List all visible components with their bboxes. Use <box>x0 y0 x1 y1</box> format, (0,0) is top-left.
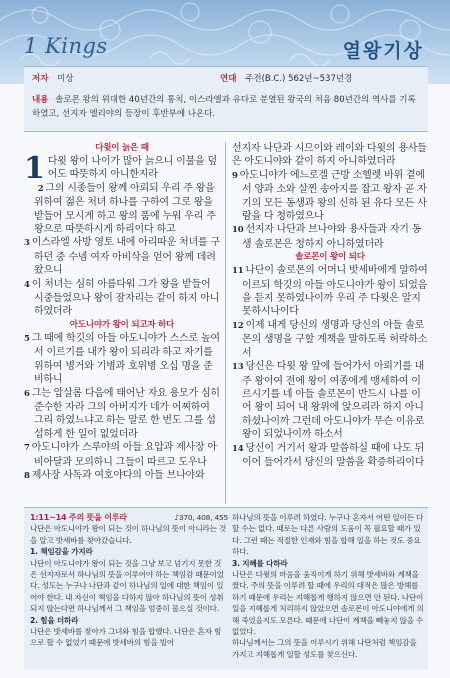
verse-8: 8 제사장 사독과 여호야다의 아들 브나야와 <box>24 469 205 481</box>
verse-4: 4 이 처녀는 심히 아름다워 그가 왕을 받들어 시중들었으나 왕이 잠자리는 같이 하지 아니하였더라 <box>24 278 220 318</box>
music-note-icon: ♪ <box>174 513 179 522</box>
date-label: 연대 <box>220 74 237 84</box>
column-divider <box>225 142 226 504</box>
verse-5: 5 그 때에 학깃의 아들 아도니야가 스스로 높여서 이르기를 내가 왕이 되리라 하고 자기를 위하여 병거와 기병과 호위병 오십 명을 준비하니 <box>24 332 220 386</box>
content-label: 내용 <box>32 95 49 105</box>
note-paragraph: 하나님께서는 그의 뜻을 이루시기 위해 나단처럼 책임감을 가지고 지혜롭게 일할 성도를 찾으신다. <box>232 638 417 659</box>
note-paragraph: 하나님의 뜻을 이루려 하였다. 누구나 혼자서 어떤 일이든 다 할 수는 없다. 때로는 다른 사람의 도움이 꼭 필요할 때가 있다. 그런 때는 적절한 인재와 힘을 합해 일을 하는 것도 중요하다. <box>232 513 424 557</box>
verse-14: 14 당신이 거기서 왕과 말씀하실 때에 나도 뒤이어 들어가서 당신의 말씀을 확증하리이다 <box>232 442 425 468</box>
note-paragraph: 나단은 아도니야가 왕이 되는 것이 하나님의 뜻이 아니라는 것을 알고 밧세바를 찾아갔습니다. <box>30 524 227 545</box>
verse-9: 9 아도니야가 에느로겔 근방 소헬렛 바위 곁에서 양과 소와 살찐 송아지를 잡고 왕자 곧 자기의 모든 동생과 왕의 신하 된 유다 모든 사람을 다 청하였으나 <box>232 169 427 223</box>
note-subheading: 1. 책임감을 가지라 <box>30 547 93 557</box>
verse-10: 10 선지자 나단과 브나야와 용사들과 자기 동생 솔로몬은 청하지 아니하였더라 <box>232 224 422 250</box>
book-title-korean: 열왕기상 <box>342 40 424 62</box>
verse-1: 1 다윗 왕이 나이가 많아 늙으니 이불을 덮어도 따뜻하지 아니한지라 <box>24 151 217 186</box>
verse-6: 6 그는 압살롬 다음에 태어난 자요 용모가 심히 준수한 자라 그의 아버지가 네가 어찌하여 그리 하였느냐고 하는 말로 한 번도 그를 섭섭하게 한 일이 없었더라 <box>24 387 220 440</box>
content-summary <box>32 93 422 121</box>
note-subheading: 2. 힘을 더하라 <box>30 615 79 625</box>
verse-7: 7 아도니야가 스루야의 아들 요압과 제사장 아비아달과 모의하니 그들이 따르고 도우나 <box>24 442 217 468</box>
study-note-box <box>24 507 428 670</box>
verse-13: 13 당신은 다윗 왕 앞에 들어가서 아뢰기를 내 주 왕이여 전에 왕이 여종에게 맹세하여 이르시기를 네 아들 솔로몬이 반드시 나를 이어 왕이 되어 내 왕위에 앉으리라 하지 아니하셨나이까 그런데 아도니야가 무슨 이유로 왕이 되었나이까 하소서 <box>232 361 425 441</box>
note-subheading: 3. 지혜를 다하라 <box>232 558 288 568</box>
date-row <box>220 73 352 85</box>
note-paragraph: 나단이 아도니야가 왕이 되는 것을 그냥 보고 넘기지 못한 것은 선지자로서 하나님의 뜻을 이루어야 하는 책임감 때문이었다. 성도는 누구나 나단과 같이 하나님의 일에 대한 책임이 있어야 한다. 내 자신이 책임을 다하지 않아 하나님의 뜻이 성취되지 않는다면 하나님께서 그 책임을 엄중히 물으실 것이다. <box>30 558 224 614</box>
section-heading: 솔로몬이 왕이 되다 <box>295 252 365 263</box>
section-heading: 다윗이 늙은 때 <box>95 143 149 153</box>
content-text: 솔로몬 왕의 위대한 40년간의 통치, 이스라엘과 유다로 분열된 왕국의 처음 80년간의 역사를 기록하였고, 선지자 엘리야의 등장이 후반부에 나온다. <box>32 95 416 119</box>
verse-12: 12 이제 내게 당신의 생명과 당신의 아들 솔로몬의 생명을 구할 계책을 말하도록 허락하소서 <box>232 319 428 359</box>
left-column <box>24 142 220 483</box>
chapter-number: 1 <box>24 151 45 186</box>
note-header <box>30 512 228 523</box>
verse-8-continued: 선지자 나단과 시므이와 레이와 다윗의 용사들은 아도니야와 같이 하지 아니하였더라 <box>232 143 427 168</box>
book-title-english: 1 Kings <box>24 34 108 58</box>
date-value: 주전(B.C.) 562년~537년경 <box>245 74 353 84</box>
section-heading: 아도니야가 왕이 되고자 하다 <box>69 319 175 330</box>
note-right-column <box>232 512 424 660</box>
note-left-column <box>30 512 228 649</box>
note-paragraph: 나단은 밧세바를 찾아가 그녀와 힘을 합했다. 나단은 혼자 힘으로 할 수 없었기 때문에 밧세바의 힘을 빌어 <box>30 627 222 648</box>
author-row <box>32 73 74 85</box>
right-column <box>232 142 428 469</box>
author-value: 미상 <box>57 74 74 84</box>
note-title: 1:11~14 주의 뜻을 이루라 <box>30 513 127 522</box>
verse-3: 3 이스라엘 사방 영토 내에 아리따운 처녀를 구하던 중 수넴 여자 아비삭을 얻어 왕께 데려왔으니 <box>24 237 220 277</box>
book-info-box <box>24 66 428 132</box>
verse-2: 2 그의 시종들이 왕께 아뢰되 우리 주 왕을 위하여 젊은 처녀 하나를 구하여 그로 왕을 받들어 모시게 하고 왕의 품에 누워 우리 주 왕으로 따뜻하시게 하리이다 하고 <box>34 182 216 236</box>
hymn-reference: ♪370, 408, 455 <box>174 513 228 522</box>
author-label: 저자 <box>32 74 49 84</box>
verse-11: 11 나단이 솔로몬의 어머니 밧세바에게 말하여 이르되 학깃의 아들 아도니야가 왕이 되었음을 듣지 못하였나이까 우리 주 다윗은 알지 못하시나이다 <box>232 265 428 318</box>
note-paragraph: 나단은 다윗의 마음을 움직이게 하기 위해 밧세바와 계책을 짰다. 주의 뜻을 이루려 할 때에 우리의 대적은 많은 방해를 하기 때문에 우리는 지혜롭게 행하지 않으면 안 된다. 나단이 일을 지혜롭게 처리하지 않았으면 솔로몬이 아도니야에게 의해 죽었을지도 모른다. 때문에 나단이 계책을 빼놓지 않을 수 없었다. <box>232 570 424 637</box>
